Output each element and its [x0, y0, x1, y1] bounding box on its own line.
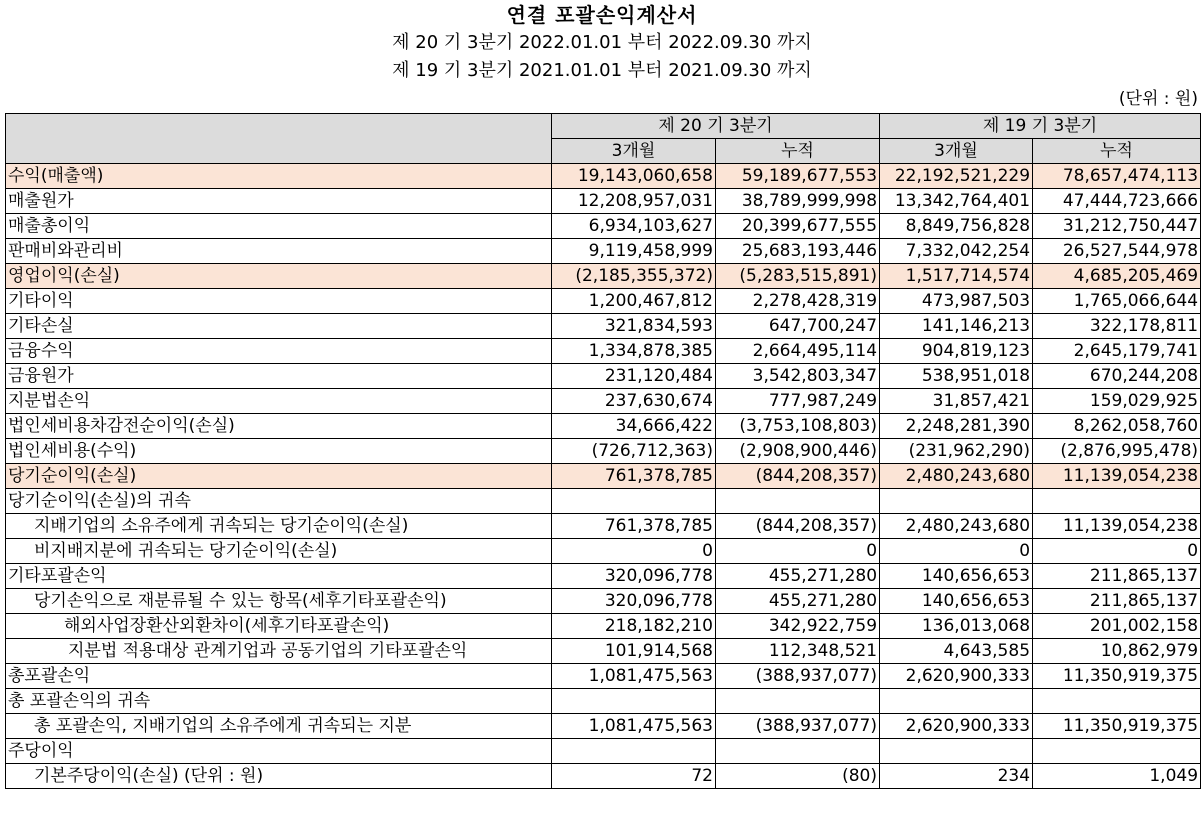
value-cell: 25,683,193,446	[716, 239, 880, 264]
income-statement-table	[5, 113, 1201, 789]
value-cell: 1,081,475,563	[552, 664, 716, 689]
value-cell	[552, 689, 716, 714]
value-cell: 72	[552, 764, 716, 789]
table-row	[6, 664, 1201, 689]
value-cell: 47,444,723,666	[1033, 189, 1201, 214]
table-row	[6, 714, 1201, 739]
value-cell: (80)	[716, 764, 880, 789]
value-cell: 8,849,756,828	[880, 214, 1033, 239]
table-row	[6, 239, 1201, 264]
header-current-three-months: 3개월	[552, 139, 716, 164]
value-cell: 761,378,785	[552, 514, 716, 539]
value-cell: (2,908,900,446)	[716, 439, 880, 464]
value-cell: 2,278,428,319	[716, 289, 880, 314]
value-cell	[880, 689, 1033, 714]
value-cell: (2,876,995,478)	[1033, 439, 1201, 464]
row-label: 매출원가	[6, 189, 552, 214]
value-cell: 234	[880, 764, 1033, 789]
table-row	[6, 264, 1201, 289]
header-prior-cumulative: 누적	[1033, 139, 1201, 164]
value-cell: 31,212,750,447	[1033, 214, 1201, 239]
value-cell: (388,937,077)	[716, 664, 880, 689]
value-cell: 26,527,544,978	[1033, 239, 1201, 264]
value-cell: 1,765,066,644	[1033, 289, 1201, 314]
table-row	[6, 364, 1201, 389]
value-cell: (726,712,363)	[552, 439, 716, 464]
value-cell: 0	[1033, 539, 1201, 564]
value-cell: 112,348,521	[716, 639, 880, 664]
table-row	[6, 539, 1201, 564]
value-cell	[1033, 489, 1201, 514]
header-current-period: 제 20 기 3분기	[552, 114, 880, 139]
row-label: 당기순이익(손실)	[6, 464, 552, 489]
table-row	[6, 464, 1201, 489]
value-cell: 761,378,785	[552, 464, 716, 489]
row-label: 지분법손익	[6, 389, 552, 414]
value-cell: 320,096,778	[552, 589, 716, 614]
value-cell: 34,666,422	[552, 414, 716, 439]
value-cell: 78,657,474,113	[1033, 164, 1201, 189]
table-row	[6, 439, 1201, 464]
header-current-cumulative: 누적	[716, 139, 880, 164]
row-label: 법인세비용(수익)	[6, 439, 552, 464]
table-row	[6, 739, 1201, 764]
value-cell: 0	[880, 539, 1033, 564]
row-label: 기타이익	[6, 289, 552, 314]
row-label: 금융원가	[6, 364, 552, 389]
value-cell: 1,049	[1033, 764, 1201, 789]
row-label: 총포괄손익	[6, 664, 552, 689]
table-row	[6, 164, 1201, 189]
value-cell: 670,244,208	[1033, 364, 1201, 389]
table-row	[6, 414, 1201, 439]
value-cell: 2,248,281,390	[880, 414, 1033, 439]
current-period-range: 제 20 기 3분기 2022.01.01 부터 2022.09.30 까지	[392, 32, 812, 53]
row-label: 기본주당이익(손실) (단위 : 원)	[6, 764, 552, 789]
value-cell: 22,192,521,229	[880, 164, 1033, 189]
row-label: 지배기업의 소유주에게 귀속되는 당기순이익(손실)	[6, 514, 552, 539]
header-account-cell	[6, 114, 552, 164]
value-cell: 31,857,421	[880, 389, 1033, 414]
unit-label: (단위 : 원)	[1118, 89, 1198, 109]
statement-title: 연결 포괄손익계산서	[506, 3, 698, 27]
value-cell: 218,182,210	[552, 614, 716, 639]
value-cell	[552, 739, 716, 764]
row-label: 총 포괄손익의 귀속	[6, 689, 552, 714]
value-cell: (388,937,077)	[716, 714, 880, 739]
row-label: 당기손익으로 재분류될 수 있는 항목(세후기타포괄손익)	[6, 589, 552, 614]
value-cell: 20,399,677,555	[716, 214, 880, 239]
prior-period-range: 제 19 기 3분기 2021.01.01 부터 2021.09.30 까지	[392, 60, 812, 81]
value-cell: (844,208,357)	[716, 464, 880, 489]
row-label: 해외사업장환산외환차이(세후기타포괄손익)	[6, 614, 552, 639]
row-label: 매출총이익	[6, 214, 552, 239]
row-label: 총 포괄손익, 지배기업의 소유주에게 귀속되는 지분	[6, 714, 552, 739]
row-label: 지분법 적용대상 관계기업과 공동기업의 기타포괄손익	[6, 639, 552, 664]
value-cell	[716, 739, 880, 764]
value-cell: 211,865,137	[1033, 589, 1201, 614]
table-row	[6, 589, 1201, 614]
value-cell: 140,656,653	[880, 564, 1033, 589]
value-cell: 9,119,458,999	[552, 239, 716, 264]
value-cell: 136,013,068	[880, 614, 1033, 639]
value-cell: 1,334,878,385	[552, 339, 716, 364]
value-cell: 11,139,054,238	[1033, 464, 1201, 489]
value-cell: 473,987,503	[880, 289, 1033, 314]
value-cell: 322,178,811	[1033, 314, 1201, 339]
value-cell: 7,332,042,254	[880, 239, 1033, 264]
value-cell: 211,865,137	[1033, 564, 1201, 589]
row-label: 금융수익	[6, 339, 552, 364]
table-row	[6, 189, 1201, 214]
row-label: 비지배지분에 귀속되는 당기순이익(손실)	[6, 539, 552, 564]
value-cell: 320,096,778	[552, 564, 716, 589]
table-row	[6, 564, 1201, 589]
value-cell: 12,208,957,031	[552, 189, 716, 214]
value-cell: 141,146,213	[880, 314, 1033, 339]
value-cell: 777,987,249	[716, 389, 880, 414]
value-cell: 0	[552, 539, 716, 564]
value-cell: 237,630,674	[552, 389, 716, 414]
value-cell: 159,029,925	[1033, 389, 1201, 414]
value-cell: 0	[716, 539, 880, 564]
value-cell	[880, 739, 1033, 764]
table-row	[6, 764, 1201, 789]
table-row	[6, 514, 1201, 539]
table-row	[6, 339, 1201, 364]
value-cell: 59,189,677,553	[716, 164, 880, 189]
row-label: 당기순이익(손실)의 귀속	[6, 489, 552, 514]
value-cell: 8,262,058,760	[1033, 414, 1201, 439]
value-cell: 2,645,179,741	[1033, 339, 1201, 364]
value-cell	[1033, 739, 1201, 764]
value-cell: (2,185,355,372)	[552, 264, 716, 289]
row-label: 영업이익(손실)	[6, 264, 552, 289]
table-row	[6, 639, 1201, 664]
value-cell: 4,685,205,469	[1033, 264, 1201, 289]
value-cell: (5,283,515,891)	[716, 264, 880, 289]
value-cell: 2,664,495,114	[716, 339, 880, 364]
row-label: 주당이익	[6, 739, 552, 764]
value-cell	[716, 489, 880, 514]
value-cell: (844,208,357)	[716, 514, 880, 539]
value-cell: 6,934,103,627	[552, 214, 716, 239]
value-cell: 140,656,653	[880, 589, 1033, 614]
value-cell	[880, 489, 1033, 514]
table-row	[6, 689, 1201, 714]
header-prior-three-months: 3개월	[880, 139, 1033, 164]
row-label: 기타손실	[6, 314, 552, 339]
value-cell	[716, 689, 880, 714]
table-row	[6, 614, 1201, 639]
value-cell: 321,834,593	[552, 314, 716, 339]
value-cell: 1,200,467,812	[552, 289, 716, 314]
value-cell: 201,002,158	[1033, 614, 1201, 639]
value-cell	[552, 489, 716, 514]
value-cell: 647,700,247	[716, 314, 880, 339]
row-label: 기타포괄손익	[6, 564, 552, 589]
value-cell: 10,862,979	[1033, 639, 1201, 664]
table-row	[6, 214, 1201, 239]
value-cell: 2,620,900,333	[880, 714, 1033, 739]
value-cell: 1,517,714,574	[880, 264, 1033, 289]
value-cell: 11,139,054,238	[1033, 514, 1201, 539]
value-cell: (3,753,108,803)	[716, 414, 880, 439]
table-row	[6, 489, 1201, 514]
header-prior-period: 제 19 기 3분기	[880, 114, 1201, 139]
value-cell: 2,620,900,333	[880, 664, 1033, 689]
value-cell: 231,120,484	[552, 364, 716, 389]
value-cell: 4,643,585	[880, 639, 1033, 664]
value-cell	[1033, 689, 1201, 714]
row-label: 판매비와관리비	[6, 239, 552, 264]
value-cell: 19,143,060,658	[552, 164, 716, 189]
value-cell: 3,542,803,347	[716, 364, 880, 389]
value-cell: (231,962,290)	[880, 439, 1033, 464]
table-row	[6, 389, 1201, 414]
value-cell: 11,350,919,375	[1033, 664, 1201, 689]
value-cell: 455,271,280	[716, 564, 880, 589]
row-label: 수익(매출액)	[6, 164, 552, 189]
value-cell: 13,342,764,401	[880, 189, 1033, 214]
value-cell: 1,081,475,563	[552, 714, 716, 739]
value-cell: 538,951,018	[880, 364, 1033, 389]
value-cell: 2,480,243,680	[880, 464, 1033, 489]
table-row	[6, 314, 1201, 339]
value-cell: 11,350,919,375	[1033, 714, 1201, 739]
value-cell: 342,922,759	[716, 614, 880, 639]
header-row-periods	[6, 114, 1201, 139]
value-cell: 904,819,123	[880, 339, 1033, 364]
value-cell: 38,789,999,998	[716, 189, 880, 214]
table-row	[6, 289, 1201, 314]
value-cell: 101,914,568	[552, 639, 716, 664]
row-label: 법인세비용차감전순이익(손실)	[6, 414, 552, 439]
value-cell: 2,480,243,680	[880, 514, 1033, 539]
value-cell: 455,271,280	[716, 589, 880, 614]
